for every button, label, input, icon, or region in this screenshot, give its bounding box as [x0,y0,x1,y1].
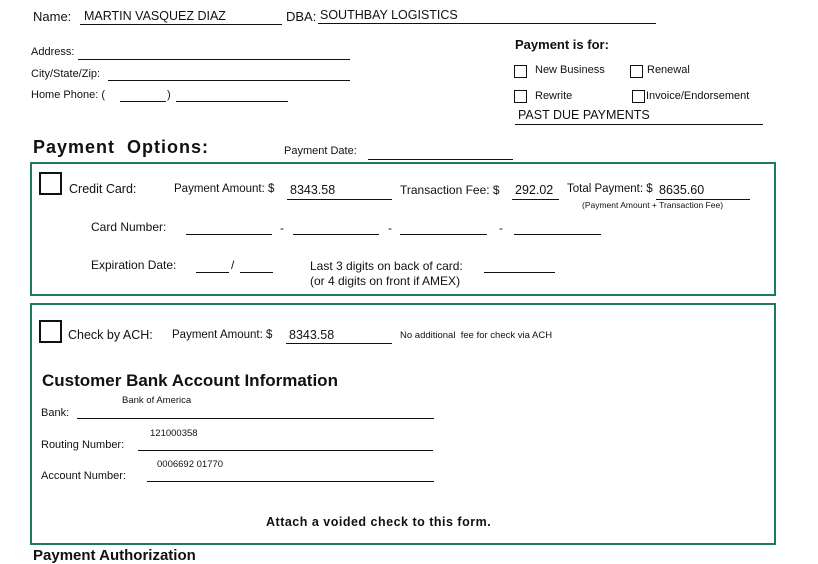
address-line[interactable] [78,59,350,60]
bank-label: Bank: [41,407,70,419]
payment-options-title: Payment Options: [33,137,210,157]
routing-value[interactable]: 121000358 [150,428,198,439]
expiration-label: Expiration Date: [91,258,177,272]
card-dash-1: - [280,221,284,235]
cc-fee-line [512,199,559,200]
address-label: Address: [31,46,75,58]
ach-amount-label: Payment Amount: $ [172,329,273,341]
cvv-label: Last 3 digits on back of card: [310,259,463,273]
ach-checkbox[interactable] [39,320,62,343]
renewal-label: Renewal [647,64,690,76]
card-number-field-2[interactable] [293,234,379,235]
credit-card-label: Credit Card: [69,182,137,196]
phone-number-line[interactable] [176,101,288,102]
card-number-field-3[interactable] [400,234,487,235]
payment-for-title: Payment is for: [515,37,609,52]
exp-slash: / [231,258,235,272]
routing-line [138,450,433,451]
payment-for-note-line [515,124,763,125]
bank-value[interactable]: Bank of America [122,395,192,406]
renewal-checkbox[interactable] [630,65,643,78]
name-line [80,24,282,25]
rewrite-label: Rewrite [535,90,573,102]
card-number-field-4[interactable] [514,234,601,235]
payment-date-line[interactable] [368,159,513,160]
new-business-checkbox[interactable] [514,65,527,78]
routing-label: Routing Number: [41,439,125,451]
card-dash-3: - [499,221,503,235]
name-label: Name: [33,9,72,24]
card-dash-2: - [388,221,392,235]
dba-label: DBA: [286,9,317,24]
bank-line [77,418,434,419]
ach-label: Check by ACH: [68,328,153,342]
phone-label: Home Phone: ( [31,89,105,101]
cc-total-label: Total Payment: $ [567,183,653,195]
cc-amount-value[interactable]: 8343.58 [290,183,336,197]
exp-year-field[interactable] [240,272,273,273]
cc-total-value[interactable]: 8635.60 [659,183,705,197]
payment-authorization-heading: Payment Authorization [33,547,196,564]
cc-amount-line [287,199,392,200]
credit-card-checkbox[interactable] [39,172,62,195]
dba-line [318,23,656,24]
cc-amount-label: Payment Amount: $ [174,183,275,195]
city-line[interactable] [108,80,350,81]
city-label: City/State/Zip: [31,68,101,80]
new-business-label: New Business [535,64,605,76]
ach-amount-value[interactable]: 8343.58 [289,328,335,342]
ach-no-fee-note: No additional fee for check via ACH [400,330,553,341]
phone-close-paren: ) [167,89,171,101]
account-label: Account Number: [41,470,126,482]
name-value[interactable]: MARTIN VASQUEZ DIAZ [84,9,226,23]
cc-fee-value[interactable]: 292.02 [515,183,554,197]
account-line [147,481,434,482]
invoice-endorsement-checkbox[interactable] [632,90,645,103]
payment-for-note[interactable]: PAST DUE PAYMENTS [518,108,650,122]
cvv-note: (or 4 digits on front if AMEX) [310,274,461,288]
invoice-endorsement-label: Invoice/Endorsement [646,90,750,102]
ach-amount-line [286,343,392,344]
cc-total-note: (Payment Amount + Transaction Fee) [582,200,724,210]
cc-fee-label: Transaction Fee: $ [400,183,500,197]
payment-date-label: Payment Date: [284,145,357,157]
phone-area-line[interactable] [120,101,166,102]
card-number-field-1[interactable] [186,234,272,235]
attach-check-note: Attach a voided check to this form. [266,515,492,529]
card-number-label: Card Number: [91,220,167,234]
bank-info-title: Customer Bank Account Information [42,371,338,390]
rewrite-checkbox[interactable] [514,90,527,103]
cvv-field[interactable] [484,272,555,273]
exp-month-field[interactable] [196,272,229,273]
dba-value[interactable]: SOUTHBAY LOGISTICS [320,8,458,22]
account-value[interactable]: 0006692 01770 [157,459,224,470]
